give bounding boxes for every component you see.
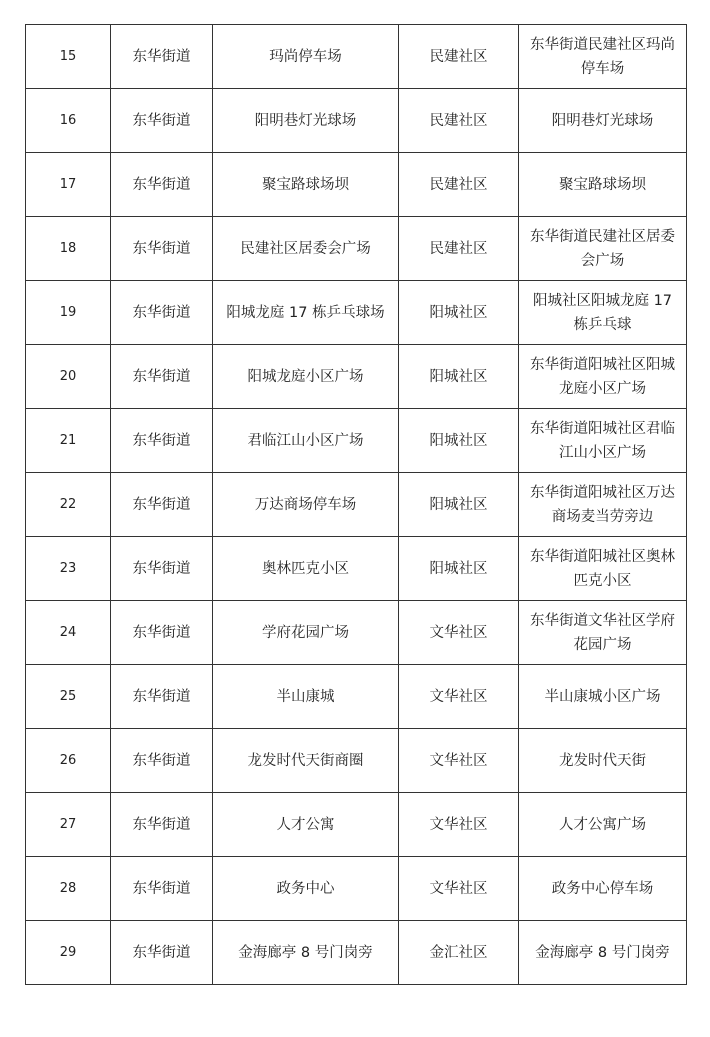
community-cell: 文华社区 <box>399 793 519 857</box>
site-name-cell: 君临江山小区广场 <box>213 409 399 473</box>
address-cell: 阳明巷灯光球场 <box>519 89 687 153</box>
site-name-cell: 玛尚停车场 <box>213 25 399 89</box>
community-cell: 金汇社区 <box>399 921 519 985</box>
street-cell: 东华街道 <box>111 857 213 921</box>
site-name-cell: 奥林匹克小区 <box>213 537 399 601</box>
street-cell: 东华街道 <box>111 89 213 153</box>
street-cell: 东华街道 <box>111 473 213 537</box>
community-cell: 阳城社区 <box>399 345 519 409</box>
address-cell: 东华街道文华社区学府花园广场 <box>519 601 687 665</box>
address-cell: 阳城社区阳城龙庭 17 栋乒乓球 <box>519 281 687 345</box>
table-row <box>26 857 687 921</box>
community-cell: 阳城社区 <box>399 473 519 537</box>
address-cell: 金海廊亭 8 号门岗旁 <box>519 921 687 985</box>
street-cell: 东华街道 <box>111 729 213 793</box>
street-cell: 东华街道 <box>111 793 213 857</box>
street-cell: 东华街道 <box>111 537 213 601</box>
row-number-cell: 27 <box>26 793 111 857</box>
site-name-cell: 金海廊亭 8 号门岗旁 <box>213 921 399 985</box>
row-number-cell: 17 <box>26 153 111 217</box>
row-number-cell: 20 <box>26 345 111 409</box>
site-name-cell: 龙发时代天街商圈 <box>213 729 399 793</box>
row-number-cell: 23 <box>26 537 111 601</box>
community-cell: 阳城社区 <box>399 537 519 601</box>
community-cell: 阳城社区 <box>399 281 519 345</box>
row-number-cell: 28 <box>26 857 111 921</box>
site-name-cell: 阳城龙庭 17 栋乒乓球场 <box>213 281 399 345</box>
community-cell: 民建社区 <box>399 25 519 89</box>
table-row <box>26 601 687 665</box>
address-cell: 半山康城小区广场 <box>519 665 687 729</box>
table-row <box>26 665 687 729</box>
table-body <box>26 25 687 985</box>
site-name-cell: 万达商场停车场 <box>213 473 399 537</box>
row-number-cell: 22 <box>26 473 111 537</box>
row-number-cell: 21 <box>26 409 111 473</box>
sites-table <box>25 24 687 985</box>
community-cell: 文华社区 <box>399 729 519 793</box>
row-number-cell: 24 <box>26 601 111 665</box>
site-name-cell: 人才公寓 <box>213 793 399 857</box>
table-row <box>26 409 687 473</box>
address-cell: 聚宝路球场坝 <box>519 153 687 217</box>
row-number-cell: 15 <box>26 25 111 89</box>
site-name-cell: 政务中心 <box>213 857 399 921</box>
community-cell: 民建社区 <box>399 89 519 153</box>
table-row <box>26 25 687 89</box>
row-number-cell: 18 <box>26 217 111 281</box>
table-row <box>26 921 687 985</box>
address-cell: 东华街道阳城社区万达商场麦当劳旁边 <box>519 473 687 537</box>
table-row <box>26 153 687 217</box>
table-row <box>26 793 687 857</box>
site-name-cell: 半山康城 <box>213 665 399 729</box>
row-number-cell: 16 <box>26 89 111 153</box>
address-cell: 东华街道阳城社区君临江山小区广场 <box>519 409 687 473</box>
address-cell: 东华街道民建社区玛尚停车场 <box>519 25 687 89</box>
street-cell: 东华街道 <box>111 409 213 473</box>
community-cell: 民建社区 <box>399 217 519 281</box>
site-name-cell: 民建社区居委会广场 <box>213 217 399 281</box>
table-row <box>26 89 687 153</box>
address-cell: 人才公寓广场 <box>519 793 687 857</box>
site-name-cell: 学府花园广场 <box>213 601 399 665</box>
street-cell: 东华街道 <box>111 281 213 345</box>
address-cell: 龙发时代天街 <box>519 729 687 793</box>
row-number-cell: 19 <box>26 281 111 345</box>
row-number-cell: 26 <box>26 729 111 793</box>
site-name-cell: 聚宝路球场坝 <box>213 153 399 217</box>
street-cell: 东华街道 <box>111 217 213 281</box>
street-cell: 东华街道 <box>111 25 213 89</box>
address-cell: 政务中心停车场 <box>519 857 687 921</box>
address-cell: 东华街道阳城社区阳城龙庭小区广场 <box>519 345 687 409</box>
street-cell: 东华街道 <box>111 153 213 217</box>
community-cell: 阳城社区 <box>399 409 519 473</box>
street-cell: 东华街道 <box>111 345 213 409</box>
community-cell: 文华社区 <box>399 601 519 665</box>
row-number-cell: 25 <box>26 665 111 729</box>
address-cell: 东华街道阳城社区奥林匹克小区 <box>519 537 687 601</box>
community-cell: 文华社区 <box>399 665 519 729</box>
table-row <box>26 281 687 345</box>
table-row <box>26 345 687 409</box>
site-name-cell: 阳城龙庭小区广场 <box>213 345 399 409</box>
table-row <box>26 729 687 793</box>
street-cell: 东华街道 <box>111 921 213 985</box>
community-cell: 文华社区 <box>399 857 519 921</box>
street-cell: 东华街道 <box>111 665 213 729</box>
address-cell: 东华街道民建社区居委会广场 <box>519 217 687 281</box>
community-cell: 民建社区 <box>399 153 519 217</box>
site-name-cell: 阳明巷灯光球场 <box>213 89 399 153</box>
row-number-cell: 29 <box>26 921 111 985</box>
table-row <box>26 217 687 281</box>
table-row <box>26 537 687 601</box>
table-row <box>26 473 687 537</box>
street-cell: 东华街道 <box>111 601 213 665</box>
